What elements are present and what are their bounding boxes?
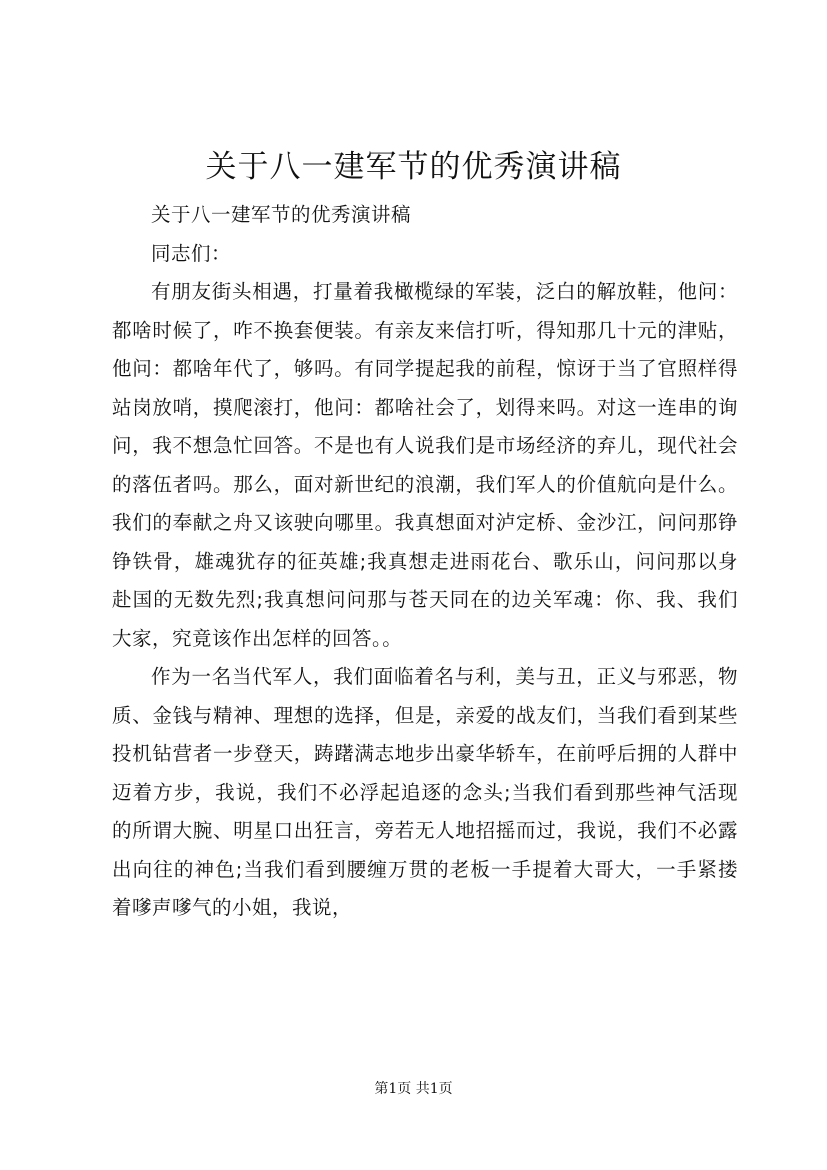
paragraph-body-1: 有朋友街头相遇，打量着我橄榄绿的军装，泛白的解放鞋，他问：都啥时候了，咋不换套便装。有亲友来信打听，得知那几十元的津贴，他问：都啥年代了，够吗。有同学提起我的前程，惊讶于当了官照样得站岗放哨，摸爬滚打，他问：都啥社会了，划得来吗。对这一连串的询问，我不想急忙回答。不是也有人说我们是市场经济的弃儿，现代社会的落伍者吗。那么，面对新世纪的浪潮，我们军人的价值航向是什么。我们的奉献之舟又该驶向哪里。我真想面对泸定桥、金沙江，问问那铮铮铁骨，雄魂犹存的征英雄;我真想走进雨花台、歌乐山，问问那以身赴国的无数先烈;我真想问问那与苍天同在的边关军魂：你、我、我们大家，究竟该作出怎样的回答。。 <box>112 280 738 650</box>
page-footer: 第1页 共1页 <box>374 1081 453 1097</box>
paragraph-subtitle: 关于八一建军节的优秀演讲稿 <box>151 203 412 226</box>
paragraph-body-2: 作为一名当代军人，我们面临着名与利，美与丑，正义与邪恶，物质、金钱与精神、理想的选择，但是，亲爱的战友们，当我们看到某些投机钻营者一步登天，踌躇满志地步出豪华轿车，在前呼后拥的人群中迈着方步，我说，我们不必浮起追逐的念头;当我们看到那些神气活现的所谓大腕、明星口出狂言，旁若无人地招摇而过，我说，我们不必露出向往的神色;当我们看到腰缠万贯的老板一手提着大哥大，一手紧搂着嗲声嗲气的小姐，我说， <box>112 665 738 919</box>
paragraph-salutation: 同志们： <box>151 241 232 265</box>
document-body <box>112 196 738 928</box>
document-title: 关于八一建军节的优秀演讲稿 <box>205 149 622 185</box>
